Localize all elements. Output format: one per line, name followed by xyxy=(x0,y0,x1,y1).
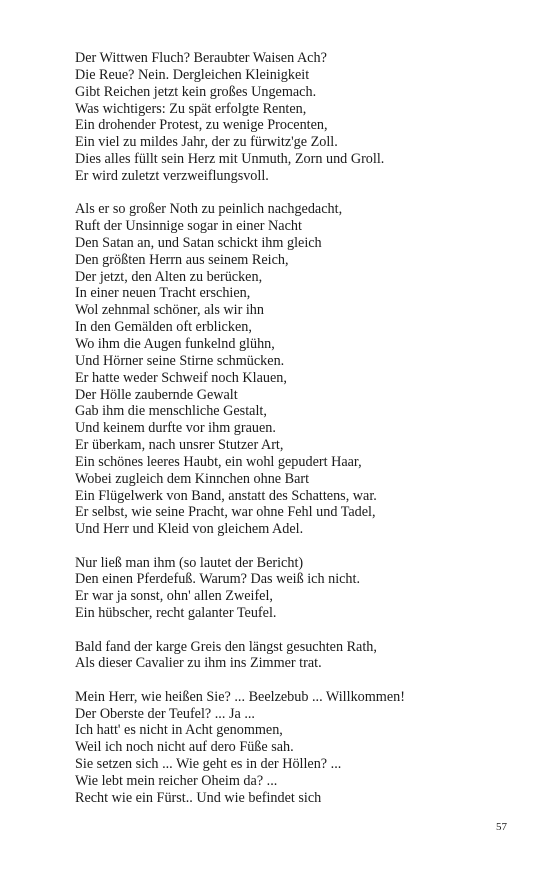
verse-line: In den Gemälden oft erblicken, xyxy=(75,319,252,336)
verse-line: Und Herr und Kleid von gleichem Adel. xyxy=(75,521,304,538)
verse-line: Sie setzen sich ... Wie geht es in der Höllen? ... xyxy=(75,756,342,773)
verse-line: Nur ließ man ihm (so lautet der Bericht) xyxy=(75,554,304,571)
stanza-3 xyxy=(75,555,515,622)
verse-line: Den größten Herrn aus seinem Reich, xyxy=(75,251,289,268)
verse-line: Der Wittwen Fluch? Beraubter Waisen Ach? xyxy=(75,50,327,66)
verse-line: Er war ja sonst, ohn' allen Zweifel, xyxy=(75,588,273,605)
verse-line: Was wichtigers: Zu spät erfolgte Renten, xyxy=(75,100,307,117)
verse-line: Bald fand der karge Greis den längst gesuchten Rath, xyxy=(75,638,377,655)
verse-line: Dies alles füllt sein Herz mit Unmuth, Zorn und Groll. xyxy=(75,151,385,168)
verse-line: Wobei zugleich dem Kinnchen ohne Bart xyxy=(75,470,310,487)
page-number: 57 xyxy=(496,821,507,833)
verse-line: Ein Flügelwerk von Band, anstatt des Schattens, war. xyxy=(75,487,377,504)
verse-line: In einer neuen Tracht erschien, xyxy=(75,285,251,302)
verse-line: Wo ihm die Augen funkelnd glühn, xyxy=(75,336,275,352)
verse-line: Gab ihm die menschliche Gestalt, xyxy=(75,403,267,420)
verse-line: Ich hatt' es nicht in Acht genommen, xyxy=(75,722,283,739)
verse-line: Ein schönes leeres Haubt, ein wohl gepudert Haar, xyxy=(75,453,362,470)
verse-line: Er überkam, nach unsrer Stutzer Art, xyxy=(75,437,284,454)
verse-line: Recht wie ein Fürst.. Und wie befindet sich xyxy=(75,789,322,806)
stanza-2 xyxy=(75,201,515,538)
verse-line: Er wird zuletzt verzweiflungsvoll. xyxy=(75,167,269,184)
verse-line: Den einen Pferdefuß. Warum? Das weiß ich nicht. xyxy=(75,571,361,588)
verse-line: Mein Herr, wie heißen Sie? ... Beelzebub ... Willkommen! xyxy=(75,688,405,705)
verse-line: Die Reue? Nein. Dergleichen Kleinigkeit xyxy=(75,66,310,83)
stanza-4 xyxy=(75,639,515,673)
verse-line: Wie lebt mein reicher Oheim da? ... xyxy=(75,772,278,789)
verse-line: Der Hölle zaubernde Gewalt xyxy=(75,386,238,403)
verse-line: Ruft der Unsinnige sogar in einer Nacht xyxy=(75,218,302,235)
verse-line: Wol zehnmal schöner, als wir ihn xyxy=(75,302,264,319)
verse-line: Und keinem durfte vor ihm grauen. xyxy=(75,420,276,437)
verse-line: Er selbst, wie seine Pracht, war ohne Fehl und Tadel, xyxy=(75,504,376,521)
stanza-5 xyxy=(75,689,515,807)
verse-line: Der Oberste der Teufel? ... Ja ... xyxy=(75,705,255,722)
verse-line: Weil ich noch nicht auf dero Füße sah. xyxy=(75,739,294,756)
verse-line: Der jetzt, den Alten zu berücken, xyxy=(75,268,263,285)
verse-line: Er hatte weder Schweif noch Klauen, xyxy=(75,369,287,386)
poem-text xyxy=(75,50,515,823)
verse-line: Ein drohender Protest, zu wenige Procenten, xyxy=(75,117,328,134)
verse-line: Ein hübscher, recht galanter Teufel. xyxy=(75,605,277,622)
verse-line: Gibt Reichen jetzt kein großes Ungemach. xyxy=(75,83,317,100)
verse-line: Als dieser Cavalier zu ihm ins Zimmer trat. xyxy=(75,655,322,672)
verse-line: Den Satan an, und Satan schickt ihm gleich xyxy=(75,234,322,251)
verse-line: Als er so großer Noth zu peinlich nachgedacht, xyxy=(75,201,343,218)
verse-line: Ein viel zu mildes Jahr, der zu fürwitz'ge Zoll. xyxy=(75,134,338,151)
stanza-1 xyxy=(75,50,515,185)
verse-line: Und Hörner seine Stirne schmücken. xyxy=(75,352,285,369)
